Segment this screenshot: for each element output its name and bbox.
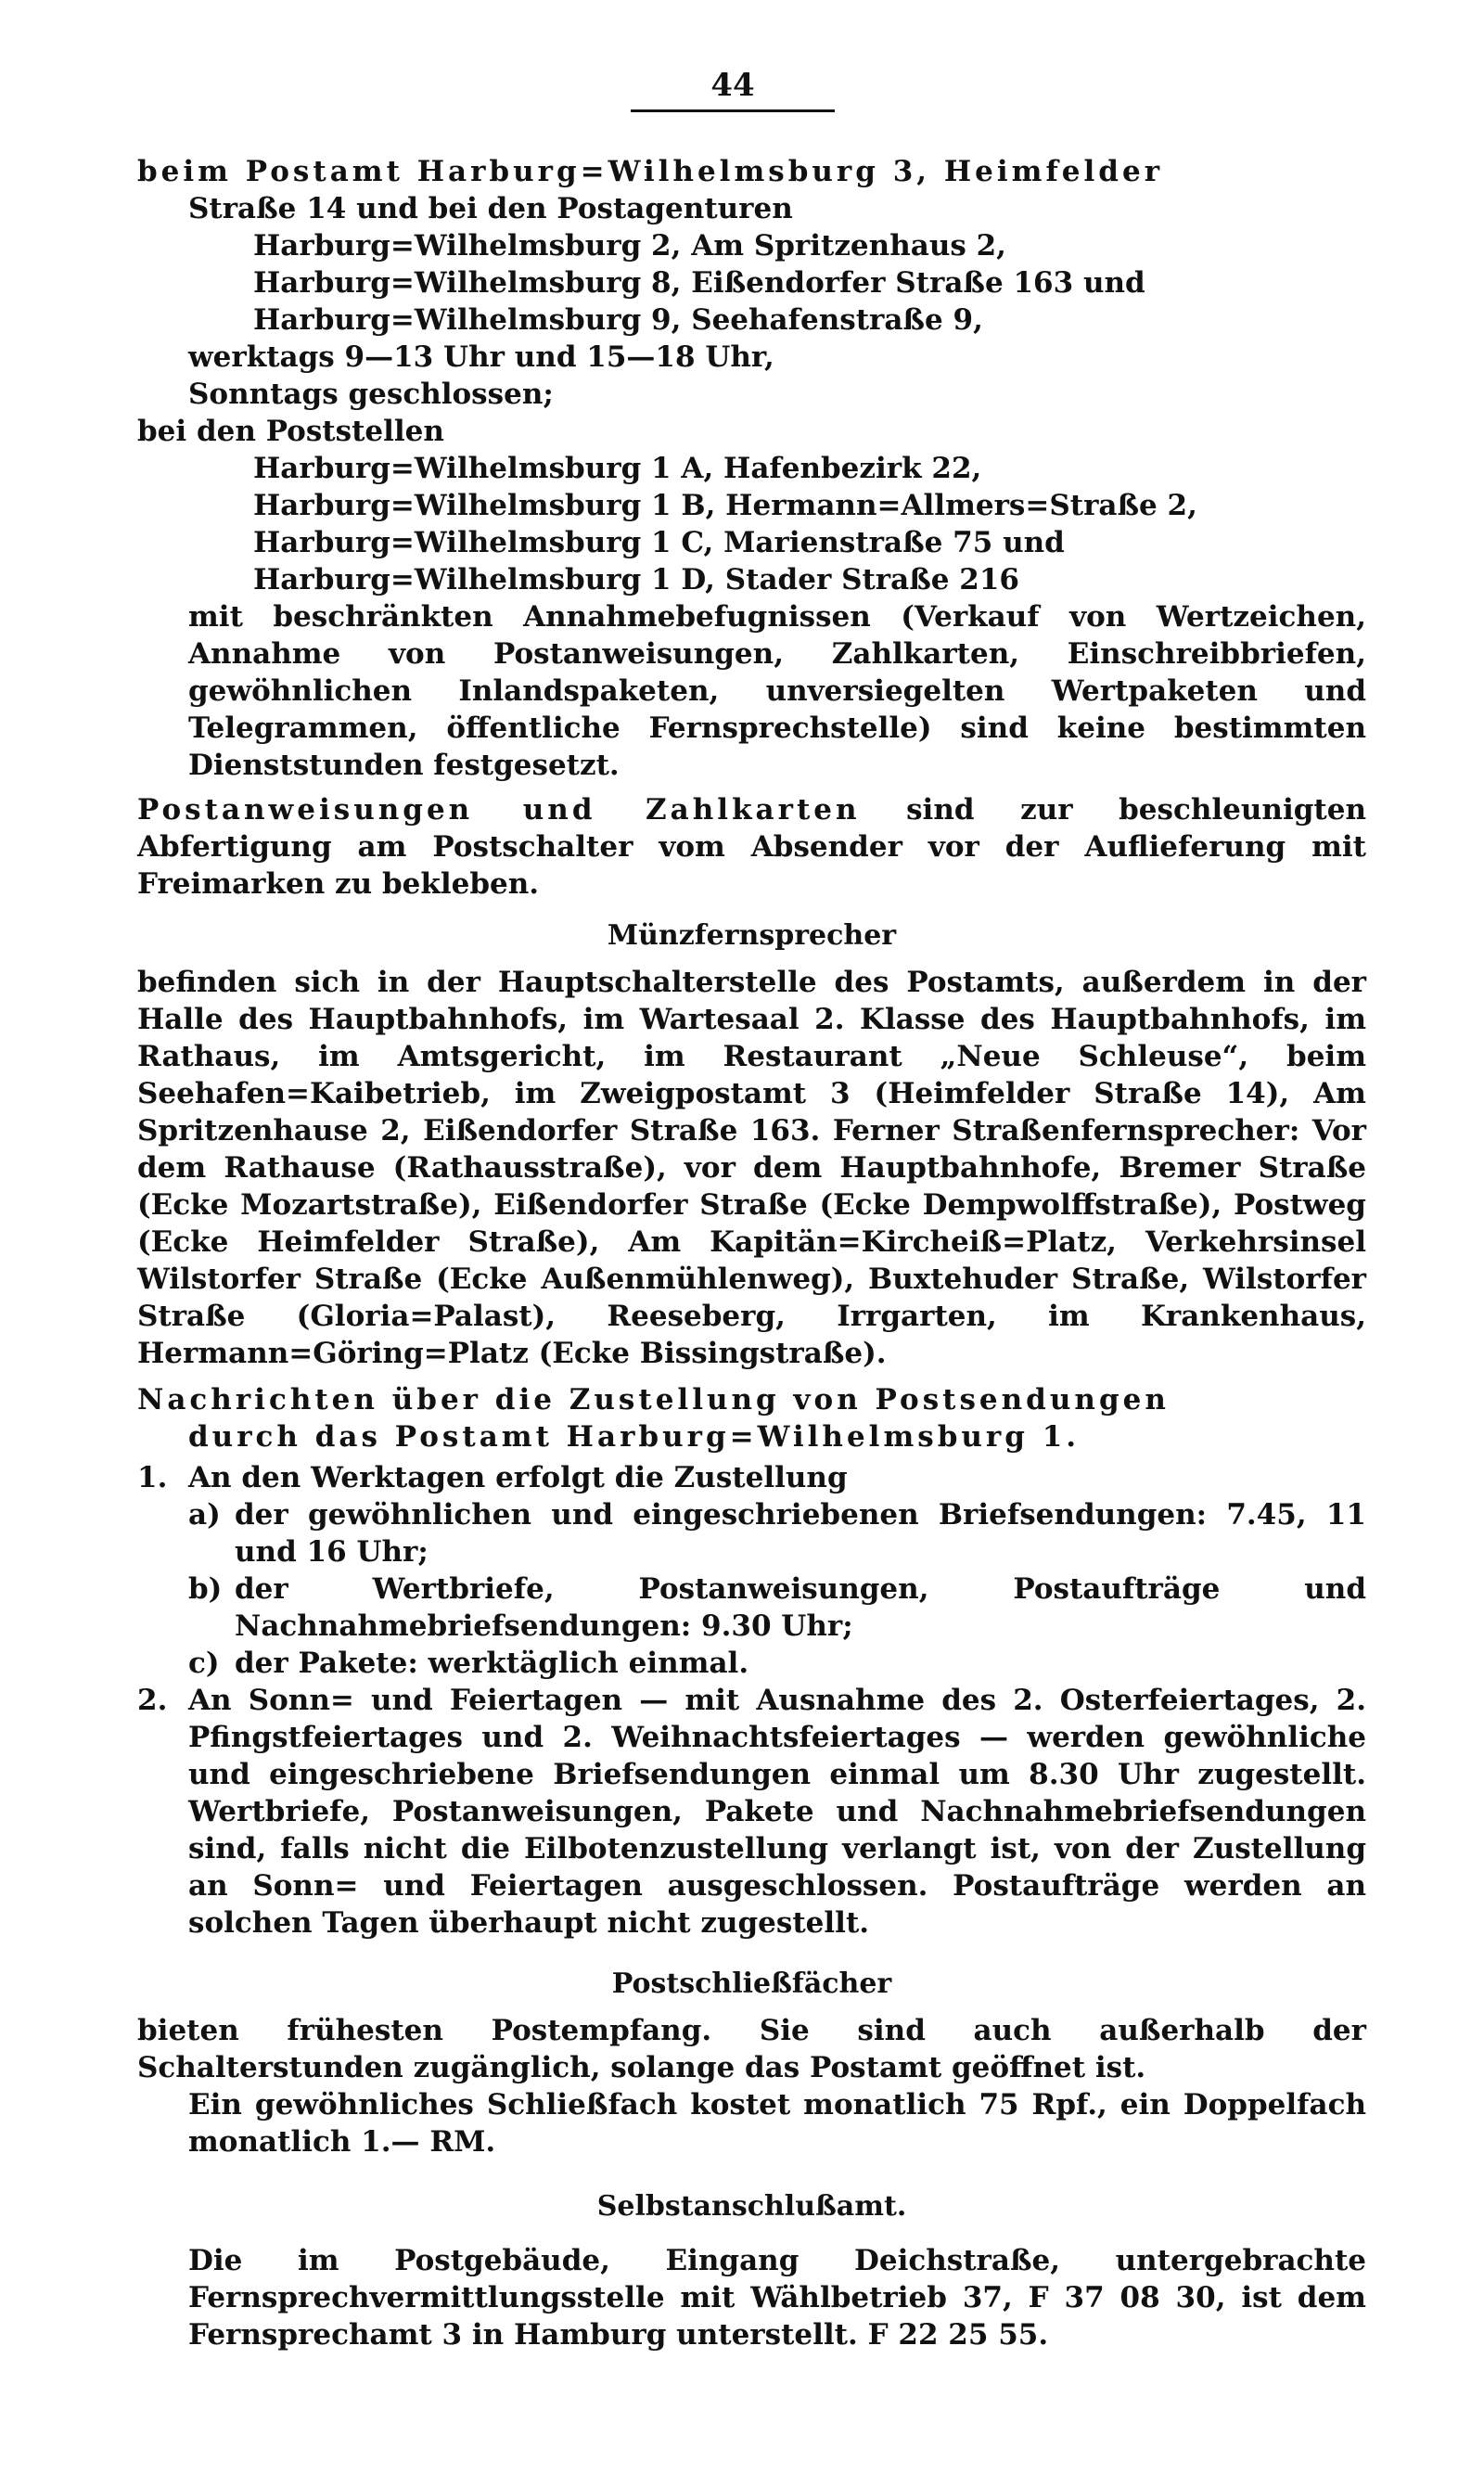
list-text: An den Werktagen erfolgt die Zustellung — [188, 1461, 848, 1494]
poststellen-intro: bei den Poststellen — [137, 415, 444, 448]
zustellung-heading-line1: Nachrichten über die Zustellung von Postsendungen — [137, 1383, 1170, 1416]
page-content — [137, 153, 1366, 2353]
station-item: Harburg=Wilhelmsburg 1 B, Hermann=Allmers=Straße 2, — [253, 489, 1197, 522]
selbstanschlussamt-heading: Selbstanschlußamt. — [596, 2190, 907, 2223]
sub-list-text: der gewöhnlichen und eingeschriebenen Briefsendungen: 7.45, 11 und 16 Uhr; — [235, 1498, 1366, 1569]
postanweisungen-lead: Postanweisungen und Zahlkarten — [137, 793, 861, 827]
postschliessfaecher-heading: Postschließfächer — [611, 1968, 892, 2000]
poststellen-note: mit beschränkten Annahmebefugnissen (Verkauf von Wertzeichen, Annahme von Postanweisungen, Zahlkarten, Einschreibbriefen, gewöhnlichen Inlandspaketen, unversiegelten Wertpaketen und Telegrammen, öffentliche Fernsprechstelle) sind keine bestimmten Dienststunden festgesetzt. — [188, 600, 1366, 782]
header-rule — [631, 109, 835, 112]
agency-item: Harburg=Wilhelmsburg 8, Eißendorfer Straße 163 und — [253, 266, 1145, 300]
sub-list-text: der Pakete: werktäglich einmal. — [235, 1647, 749, 1680]
poststellen-section — [137, 413, 1366, 784]
muenzfernsprecher-text: befinden sich in der Hauptschalterstelle des Postamts, außerdem in der Halle des Hauptbahnhofs, im Wartesaal 2. Klasse des Hauptbahnhofs, im Rathaus, im Amtsgericht, im Restaurant „Neue Schleuse“, beim Seehafen=Kaibetrieb, im Zweigpostamt 3 (Heimfelder Straße 14), Am Spritzenhause 2, Eißendorfer Straße 163. Ferner Straßenfernsprecher: Vor dem Rathause (Rathausstraße), vor dem Hauptbahnhofe, Bremer Straße (Ecke Mozartstraße), Eißendorfer Straße (Ecke Dempwolffstraße), Postweg (Ecke Heimfelder Straße), Am Kapitän=Kircheiß=Platz, Verkehrsinsel Wilstorfer Straße (Ecke Außenmühlenweg), Buxtehuder Straße, Wilstorfer Straße (Gloria=Palast), Reeseberg, Irrgarten, im Krankenhaus, Hermann=Göring=Platz (Ecke Bissingstraße). — [137, 966, 1366, 1370]
list-item — [137, 1682, 1366, 1942]
muenzfernsprecher-heading: Münzfernsprecher — [607, 919, 897, 952]
list-number: 2. — [137, 1684, 168, 1717]
sub-list-label: c) — [188, 1647, 220, 1680]
agency-item: Harburg=Wilhelmsburg 9, Seehafenstraße 9, — [253, 303, 983, 337]
postagenturen-line: Straße 14 und bei den Postagenturen — [188, 192, 793, 225]
sub-list-item — [137, 1570, 1366, 1645]
station-item: Harburg=Wilhelmsburg 1 C, Marienstraße 75 und — [253, 526, 1065, 559]
page-number: 44 — [710, 67, 755, 104]
sub-list-label: b) — [188, 1572, 223, 1606]
sub-list-text: der Wertbriefe, Postanweisungen, Postaufträge und Nachnahmebriefsendungen: 9.30 Uhr; — [235, 1572, 1366, 1643]
station-item: Harburg=Wilhelmsburg 1 D, Stader Straße 216 — [253, 563, 1019, 596]
postanweisungen-rest: sind zur beschleunigten Abfertigung am Postschalter vom Absender vor der Auflieferung mit Freimarken zu bekleben. — [137, 793, 1366, 901]
postamt-section — [137, 153, 1366, 413]
postamt-line: beim Postamt Harburg=Wilhelmsburg 3, Heimfelder — [137, 155, 1164, 188]
agency-item: Harburg=Wilhelmsburg 2, Am Spritzenhaus 2, — [253, 229, 1006, 263]
postschliessfaecher-text: bieten frühesten Postempfang. Sie sind auch außerhalb der Schalterstunden zugänglich, solange das Postamt geöffnet ist. — [137, 2014, 1366, 2084]
station-item: Harburg=Wilhelmsburg 1 A, Hafenbezirk 22, — [253, 452, 982, 485]
selbstanschlussamt-text: Die im Postgebäude, Eingang Deichstraße, untergebrachte Fernsprechvermittlungsstelle mit Wählbetrieb 37, F 37 08 30, ist dem Fernsprechamt 3 in Hamburg unterstellt. F 22 25 55. — [188, 2244, 1366, 2352]
list-text: An Sonn= und Feiertagen — mit Ausnahme des 2. Osterfeiertages, 2. Pfingstfeiertages und 2. Weihnachtsfeiertages — werden gewöhnliche und eingeschriebene Briefsendungen einmal um 8.30 Uhr zugestellt. Wertbriefe, Postanweisungen, Pakete und Nachnahmebriefsendungen sind, falls nicht die Eilbotenzustellung verlangt ist, von der Zustellung an Sonn= und Feiertagen ausgeschlossen. Postaufträge werden an solchen Tagen überhaupt nicht zugestellt. — [188, 1684, 1366, 1940]
sub-list-label: a) — [188, 1498, 221, 1532]
zustellung-heading-line2: durch das Postamt Harburg=Wilhelmsburg 1. — [188, 1420, 1081, 1454]
sunday-hours: Sonntags geschlossen; — [188, 378, 554, 411]
list-number: 1. — [137, 1461, 168, 1494]
opening-hours: werktags 9—13 Uhr und 15—18 Uhr, — [188, 340, 774, 374]
sub-list-item — [137, 1496, 1366, 1570]
sub-list-item — [137, 1645, 1366, 1682]
list-item — [137, 1459, 1366, 1496]
postanweisungen-paragraph — [137, 791, 1366, 903]
zustellung-section — [137, 1381, 1366, 1942]
postschliessfaecher-price: Ein gewöhnliches Schließfach kostet monatlich 75 Rpf., ein Doppelfach monatlich 1.— RM. — [188, 2088, 1366, 2159]
